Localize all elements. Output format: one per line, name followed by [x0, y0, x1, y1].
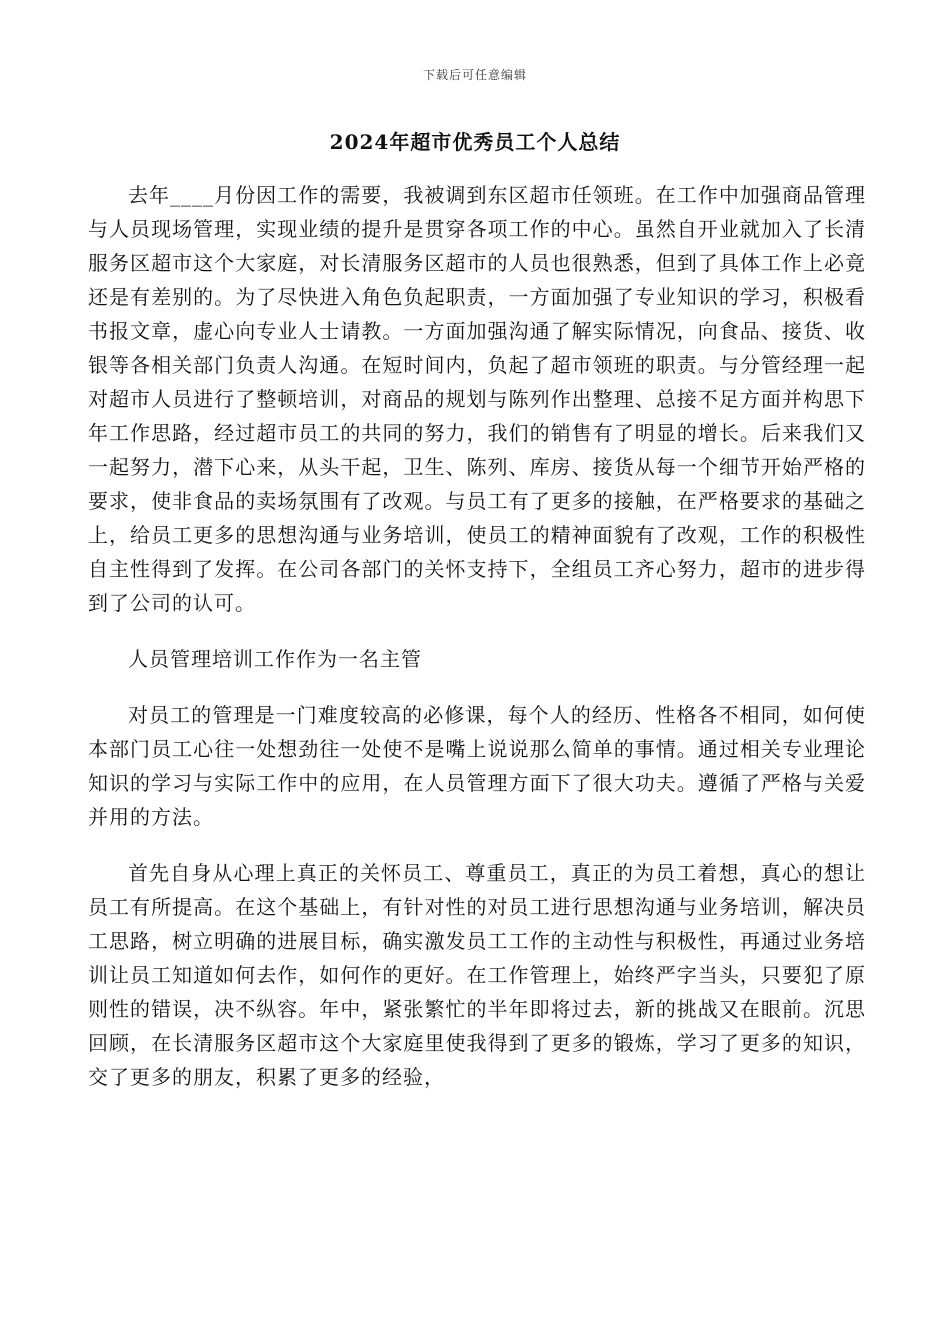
paragraph-section-heading: 人员管理培训工作作为一名主管 — [128, 647, 422, 671]
document-body — [88, 178, 866, 1094]
paragraph-care-and-training: 首先自身从心理上真正的关怀员工、尊重员工，真正的为员工着想，真心的想让员工有所提高。在这个基础上，有针对性的对员工进行思想沟通与业务培训，解决员工思路，树立明确的进展目标，确实激发员工工作的主动性与积极性，再通过业务培训让员工知道如何去作，如何作的更好。在工作管理上，始终严字当头，只要犯了原则性的错误，决不纵容。年中，紧张繁忙的半年即将过去，新的挑战又在眼前。沉思回顾，在长清服务区超市这个大家庭里使我得到了更多的锻炼，学习了更多的知识，交了更多的朋友，积累了更多的经验， — [88, 861, 866, 1089]
paragraph-staff-management: 对员工的管理是一门难度较高的必修课，每个人的经历、性格各不相同，如何使本部门员工心往一处想劲往一处使不是嘴上说说那么简单的事情。通过相关专业理论知识的学习与实际工作中的应用，在人员管理方面下了很大功夫。遵循了严格与关爱并用的方法。 — [88, 703, 866, 829]
header-note: 下载后可任意编辑 — [422, 68, 527, 82]
paragraph-intro: 去年____月份因工作的需要，我被调到东区超市任领班。在工作中加强商品管理与人员现场管理，实现业绩的提升是贯穿各项工作的中心。虽然自开业就加入了长清服务区超市这个大家庭，对长清服务区超市的人员也很熟悉，但到了具体工作上必竟还是有差别的。为了尽快进入角色负起职责，一方面加强了专业知识的学习，积极看书报文章，虚心向专业人士请教。一方面加强沟通了解实际情况，向食品、接货、收银等各相关部门负责人沟通。在短时间内，负起了超市领班的职责。与分管经理一起对超市人员进行了整顿培训，对商品的规划与陈列作出整理、总接不足方面并构思下年工作思路，经过超市员工的共同的努力，我们的销售有了明显的增长。后来我们又一起努力，潜下心来，从头干起，卫生、陈列、库房、接货从每一个细节开始严格的要求，使非食品的卖场氛围有了改观。与员工有了更多的接触，在严格要求的基础之上，给员工更多的思想沟通与业务培训，使员工的精神面貌有了改观，工作的积极性自主性得到了发挥。在公司各部门的关怀支持下，全组员工齐心努力，超市的进步得到了公司的认可。 — [88, 183, 866, 615]
document-title: 2024年超市优秀员工个人总结 — [329, 130, 621, 154]
